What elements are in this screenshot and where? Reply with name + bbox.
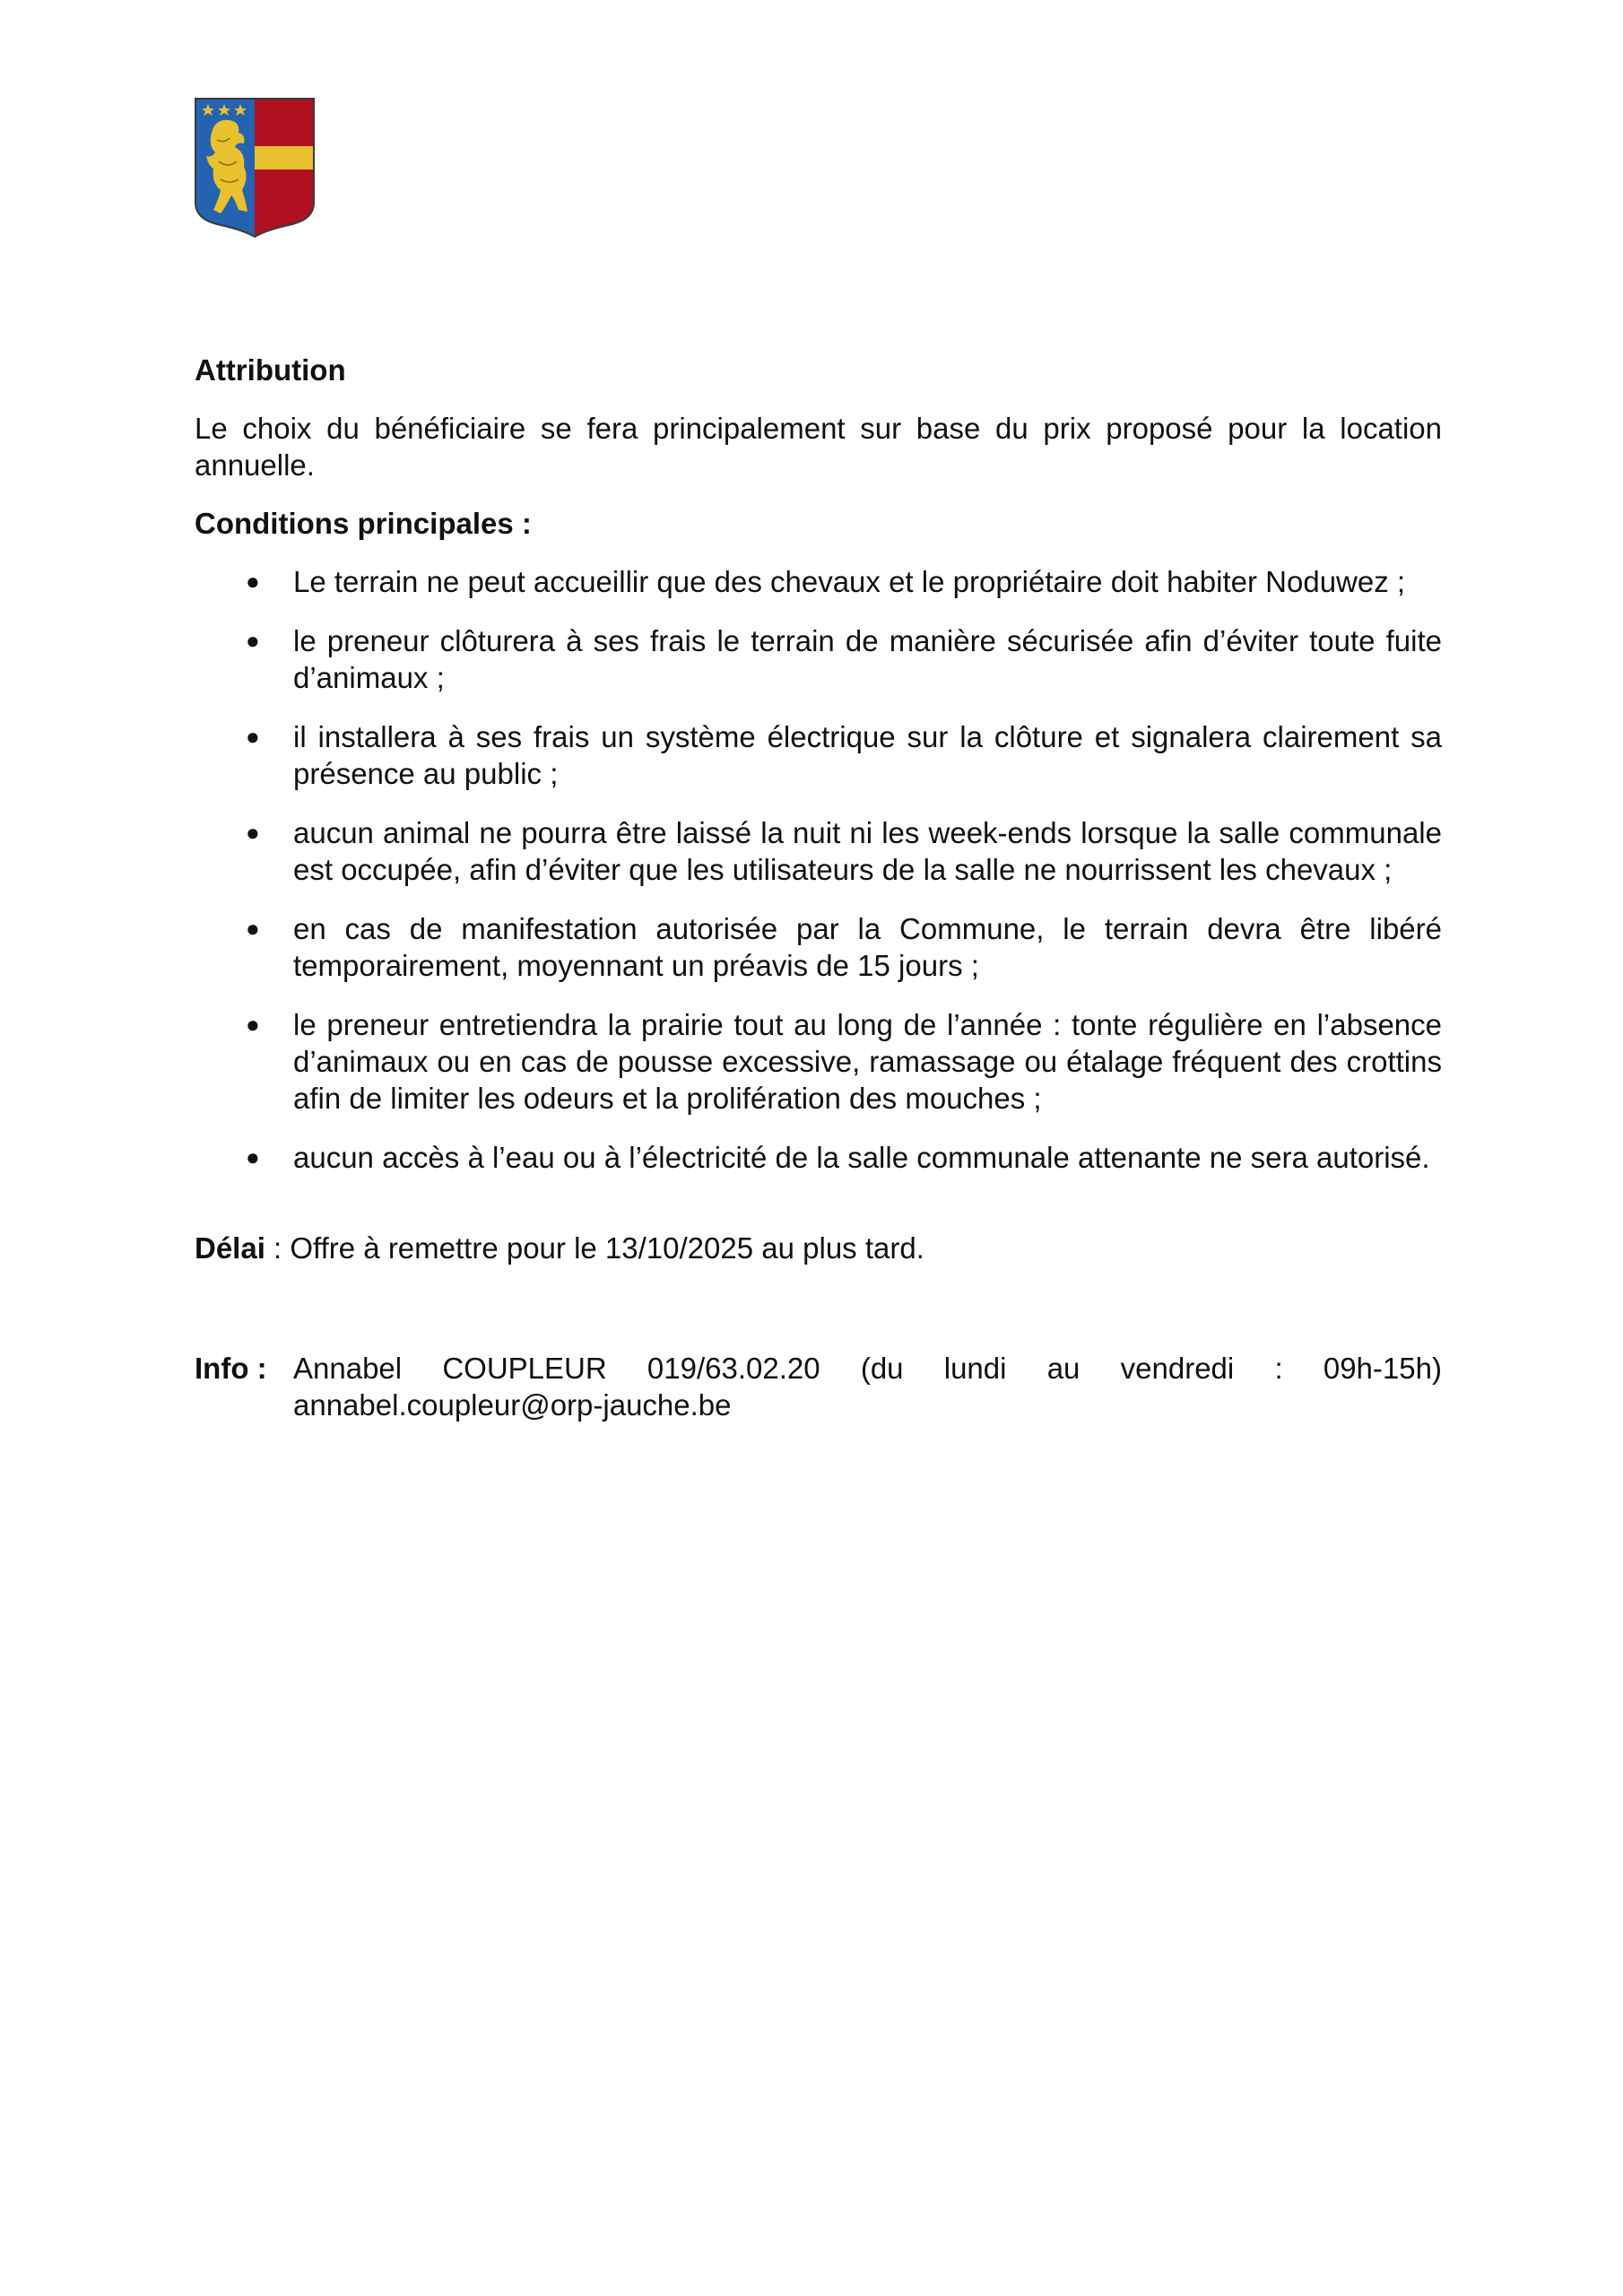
contact-line — [293, 1350, 1442, 1387]
list-item — [195, 1006, 1442, 1117]
list-item — [195, 910, 1442, 984]
conditions-heading: Conditions principales : — [195, 507, 532, 540]
bullet-icon: ● — [246, 568, 260, 595]
bullet-icon: ● — [246, 819, 260, 846]
list-item-text: le preneur clôturera à ses frais le terrain de manière sécurisée afin d’éviter toute fuite d’animaux ; — [293, 624, 1442, 694]
contact-email[interactable]: annabel.coupleur@orp-jauche.be — [293, 1388, 732, 1422]
list-item — [195, 814, 1442, 888]
bullet-icon: ● — [246, 915, 260, 942]
bullet-icon: ● — [246, 1011, 260, 1038]
list-item-text: il installera à ses frais un système électrique sur la clôture et signalera clairement sa présence au public ; — [293, 720, 1442, 790]
list-item-text: le preneur entretiendra la prairie tout au long de l’année : tonte régulière en l’absence d’animaux ou en cas de pousse excessive, ramassage ou étalage fréquent des crottins afin de limiter les odeurs et la prolifération des mouches ; — [293, 1008, 1442, 1115]
bullet-icon: ● — [246, 1144, 260, 1170]
contact-info — [195, 1350, 1442, 1423]
conditions-list — [195, 563, 1442, 1176]
attribution-heading: Attribution — [195, 353, 346, 387]
list-item — [195, 1139, 1442, 1176]
bullet-icon: ● — [246, 723, 260, 750]
list-item-text: Le terrain ne peut accueillir que des chevaux et le propriétaire doit habiter Noduwez ; — [293, 565, 1406, 598]
list-item — [195, 718, 1442, 792]
contact-hours-word: lundi — [943, 1352, 1007, 1385]
info-body — [293, 1350, 1442, 1423]
list-item-text: en cas de manifestation autorisée par la Commune, le terrain devra être libéré temporairement, moyennant un préavis de 15 jours ; — [293, 912, 1442, 982]
contact-lastname: COUPLEUR — [442, 1352, 607, 1385]
deadline-text: : Offre à remettre pour le 13/10/2025 au plus tard. — [265, 1231, 924, 1265]
bullet-icon: ● — [246, 627, 260, 654]
contact-hours-word: 09h-15h) — [1323, 1352, 1442, 1385]
attribution-text: Le choix du bénéficiaire se fera principalement sur base du prix proposé pour la location annuelle. — [195, 412, 1442, 482]
list-item — [195, 563, 1442, 600]
list-item-text: aucun animal ne pourra être laissé la nuit ni les week-ends lorsque la salle communale est occupée, afin d’éviter que les utilisateurs de la salle ne nourrissent les chevaux ; — [293, 816, 1442, 886]
contact-firstname: Annabel — [293, 1352, 403, 1385]
contact-hours-word: vendredi — [1120, 1352, 1235, 1385]
list-item-text: aucun accès à l’eau ou à l’électricité de la salle communale attenante ne sera autorisé. — [293, 1141, 1430, 1174]
contact-hours-word: : — [1274, 1352, 1283, 1385]
contact-hours-word: au — [1046, 1352, 1081, 1385]
list-item — [195, 622, 1442, 696]
document-body — [195, 352, 1442, 1423]
contact-hours-word: (du — [860, 1352, 904, 1385]
coat-of-arms-icon — [194, 97, 316, 239]
info-label: Info : — [195, 1352, 267, 1385]
deadline-paragraph — [195, 1230, 1442, 1266]
deadline-label: Délai — [195, 1231, 265, 1265]
contact-phone: 019/63.02.20 — [647, 1352, 820, 1385]
